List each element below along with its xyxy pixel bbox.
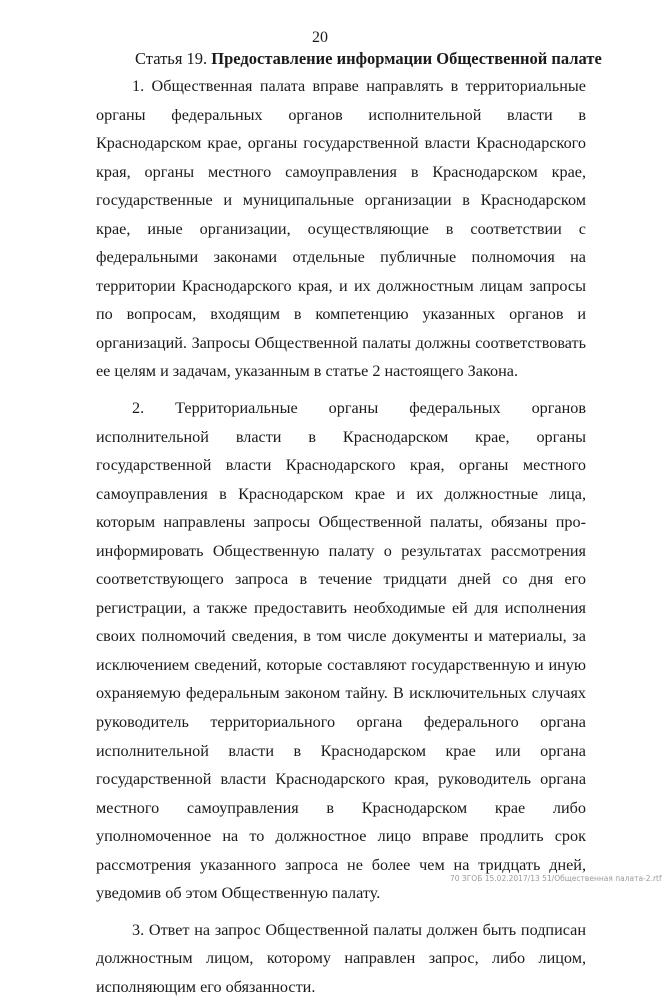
paragraph-3: 3. Ответ на запрос Общественной палаты должен быть подписан должностным лицом, которому направлен запрос, либо лицом, исполняющим его обязанности. bbox=[96, 920, 586, 996]
file-stamp: 70 ЗГОБ 15.02.2017/13 51/Общественная палата-2.rtf bbox=[450, 874, 662, 883]
paragraph-1: 1. Общественная палата вправе направлять в территориальные органы федеральных органов исполнительной власти в Краснодарском крае, органы государственной власти Краснодарского края, органы местного самоуправления в Краснодарском крае, государственные и муниципальные организации в Краснодарском крае, иные организации, осуществляющие в соответствии с федеральными законами отдельные публичные полномочия на территории Краснодарского края, и их должностным лицам запросы по вопросам, входящим в компетенцию указанных органов и организаций. Запросы Общественной палаты должны соответствовать ее целям и задачам, указанным в статье 2 настоящего Закона. bbox=[96, 77, 586, 381]
article-title: Предоставление информации Общественной палате bbox=[211, 49, 602, 68]
article-body bbox=[96, 72, 586, 1002]
paragraph-2: 2. Территориальные органы федеральных органов исполнительной власти в Краснодарском крае, органы государственной власти Краснодарского края, органы местного самоуправления в Краснодарском крае и их должностные лица, которым направлены запросы Общественной палаты, обязаны проинформировать Общественную палату о результатах рассмотрения соответствующего запроса в течение тридцати дней со дня его регистрации, а также предоставить необходимые ей для исполнения своих полномочий сведения, в том числе документы и материалы, за исключением сведений, которые составляют государственную и иную охраняемую федеральным законом тайну. В исключительных случаях руководитель территориального органа федерального органа исполнительной власти в Краснодарском крае или органа государственной власти Краснодарского края, руководитель органа местного самоуправления в Краснодарском крае либо уполномоченное на то должностное лицо вправе продлить срок рассмотрения указанного запроса не более чем на тридцать дней, уведомив об этом Общественную палату. bbox=[96, 399, 586, 903]
article-heading bbox=[135, 49, 615, 69]
article-number: Статья 19. bbox=[135, 49, 208, 68]
page-number: 20 bbox=[312, 29, 328, 46]
